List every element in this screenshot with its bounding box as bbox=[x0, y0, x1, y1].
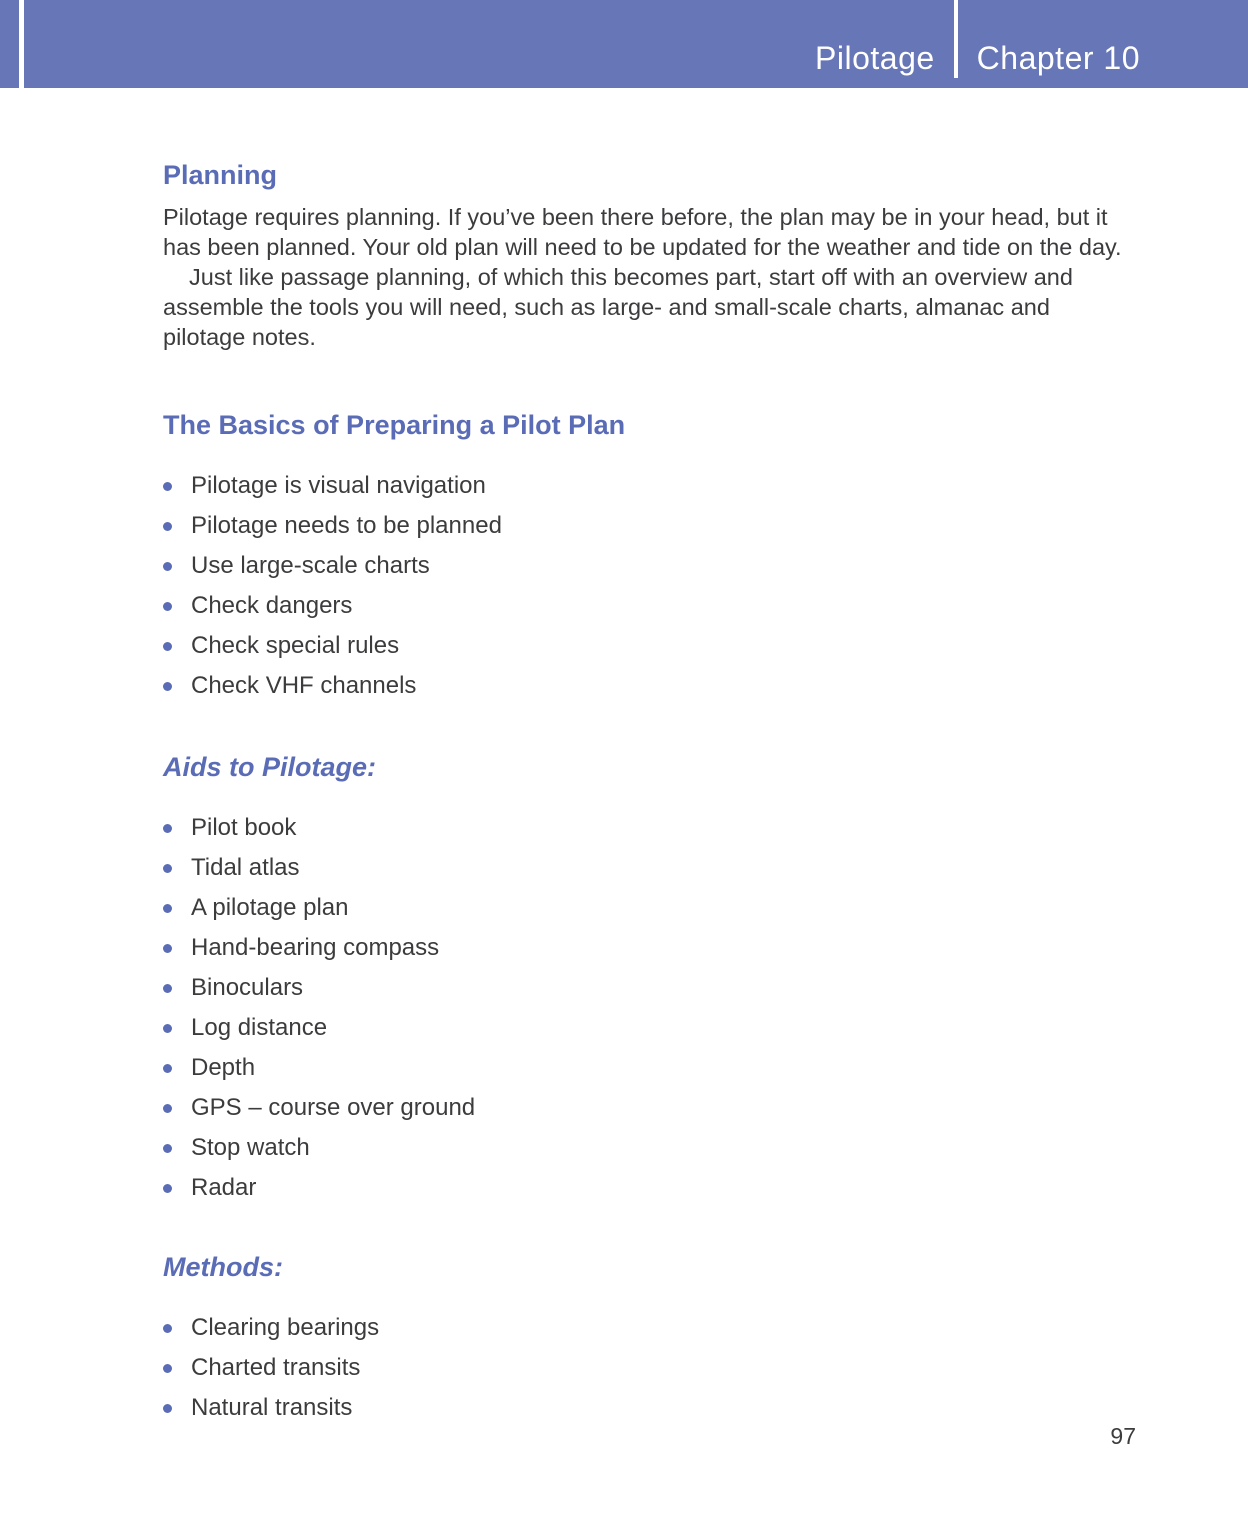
bullet-icon bbox=[163, 642, 172, 651]
bullet-icon bbox=[163, 1064, 172, 1073]
aids-list bbox=[163, 808, 1138, 1208]
list-item bbox=[163, 1008, 1138, 1048]
list-item-text: Stop watch bbox=[191, 1134, 310, 1161]
methods-heading: Methods: bbox=[163, 1252, 283, 1282]
list-item-text: Check dangers bbox=[191, 592, 353, 619]
bullet-icon bbox=[163, 984, 172, 993]
list-item bbox=[163, 968, 1138, 1008]
list-item-text: Pilotage is visual navigation bbox=[191, 472, 486, 499]
list-item bbox=[163, 586, 1138, 626]
list-item bbox=[163, 1088, 1138, 1128]
bullet-icon bbox=[163, 682, 172, 691]
bullet-icon bbox=[163, 1184, 172, 1193]
list-item bbox=[163, 1308, 1138, 1348]
list-item bbox=[163, 1388, 1138, 1428]
list-item-text: Charted transits bbox=[191, 1354, 361, 1381]
list-item-text: Hand-bearing compass bbox=[191, 934, 440, 961]
page-number: 97 bbox=[1110, 1423, 1136, 1449]
list-item bbox=[163, 546, 1138, 586]
bullet-icon bbox=[163, 1024, 172, 1033]
list-item bbox=[163, 848, 1138, 888]
page-content bbox=[0, 158, 1248, 1428]
bullet-icon bbox=[163, 522, 172, 531]
bullet-icon bbox=[163, 562, 172, 571]
list-item bbox=[163, 1168, 1138, 1208]
planning-heading: Planning bbox=[163, 160, 277, 190]
planning-paragraph-2: Just like passage planning, of which this becomes part, start off with an overview and assemble the tools you will need, such as large- and small-scale charts, almanac and pilotage notes. bbox=[163, 264, 1073, 350]
bullet-icon bbox=[163, 864, 172, 873]
list-item-text: Check special rules bbox=[191, 632, 400, 659]
list-item bbox=[163, 626, 1138, 666]
list-item bbox=[163, 1128, 1138, 1168]
chapter-title-section: Pilotage bbox=[815, 40, 935, 76]
chapter-header-bar bbox=[0, 0, 1248, 88]
list-item-text: Radar bbox=[191, 1174, 257, 1201]
list-item-text: Check VHF channels bbox=[191, 672, 417, 699]
list-item-text: Binoculars bbox=[191, 974, 304, 1001]
chapter-header-titles bbox=[815, 0, 1140, 74]
list-item bbox=[163, 808, 1138, 848]
bullet-icon bbox=[163, 1144, 172, 1153]
list-item bbox=[163, 888, 1138, 928]
planning-paragraph-1: Pilotage requires planning. If you’ve been there before, the plan may be in your head, but it has been planned. Your old plan will need to be updated for the weather and tide on the day. bbox=[163, 204, 1122, 260]
aids-heading: Aids to Pilotage: bbox=[163, 752, 377, 782]
bullet-icon bbox=[163, 602, 172, 611]
list-item-text: Depth bbox=[191, 1054, 256, 1081]
list-item bbox=[163, 466, 1138, 506]
header-left-stripe bbox=[19, 0, 24, 88]
list-item-text: Pilot book bbox=[191, 814, 297, 841]
basics-heading: The Basics of Preparing a Pilot Plan bbox=[163, 410, 626, 440]
list-item-text: A pilotage plan bbox=[191, 894, 349, 921]
bullet-icon bbox=[163, 482, 172, 491]
bullet-icon bbox=[163, 1104, 172, 1113]
bullet-icon bbox=[163, 1404, 172, 1413]
list-item bbox=[163, 506, 1138, 546]
bullet-icon bbox=[163, 944, 172, 953]
bullet-icon bbox=[163, 824, 172, 833]
list-item-text: Natural transits bbox=[191, 1394, 353, 1421]
list-item-text: Tidal atlas bbox=[191, 854, 300, 881]
header-divider-line bbox=[954, 0, 958, 78]
chapter-title-number: Chapter 10 bbox=[976, 40, 1140, 76]
list-item-text: GPS – course over ground bbox=[191, 1094, 476, 1121]
methods-list bbox=[163, 1308, 1138, 1428]
list-item-text: Pilotage needs to be planned bbox=[191, 512, 502, 539]
bullet-icon bbox=[163, 1364, 172, 1373]
list-item bbox=[163, 666, 1138, 706]
basics-list bbox=[163, 466, 1138, 706]
list-item-text: Clearing bearings bbox=[191, 1314, 380, 1341]
bullet-icon bbox=[163, 904, 172, 913]
list-item-text: Log distance bbox=[191, 1014, 328, 1041]
list-item bbox=[163, 928, 1138, 968]
list-item bbox=[163, 1348, 1138, 1388]
list-item bbox=[163, 1048, 1138, 1088]
bullet-icon bbox=[163, 1324, 172, 1333]
list-item-text: Use large-scale charts bbox=[191, 552, 430, 579]
